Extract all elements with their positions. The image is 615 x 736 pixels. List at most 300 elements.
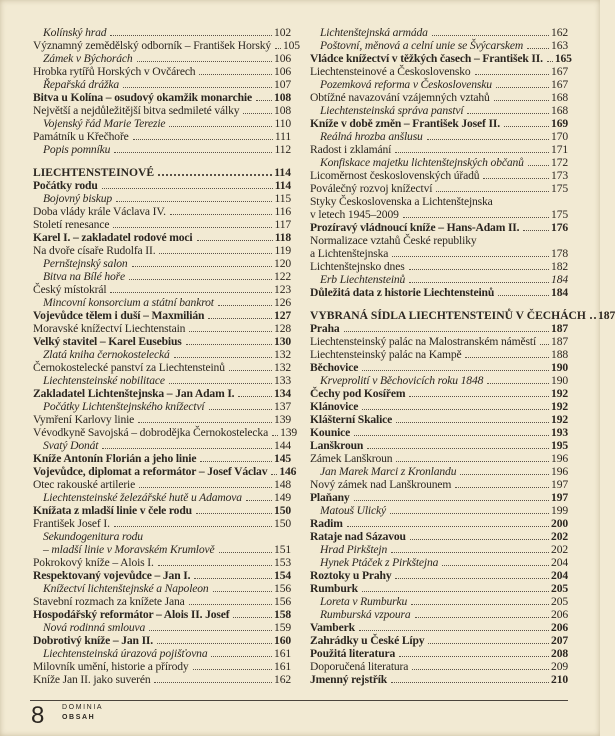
toc-entry bbox=[310, 439, 568, 452]
dot-leader bbox=[208, 318, 272, 319]
toc-entry-title: Zámek Lanškroun bbox=[310, 452, 393, 465]
toc-entry bbox=[33, 504, 291, 517]
toc-entry-page: 126 bbox=[274, 296, 291, 309]
dot-leader bbox=[354, 500, 550, 501]
toc-entry bbox=[310, 335, 568, 348]
toc-entry-page: 149 bbox=[274, 491, 291, 504]
dot-leader bbox=[455, 487, 549, 488]
toc-entry bbox=[33, 283, 291, 296]
toc-entry-title: Pozemková reforma v Československu bbox=[320, 78, 492, 91]
toc-entry-page: 193 bbox=[551, 426, 568, 439]
toc-entry-page: 133 bbox=[274, 374, 291, 387]
toc-entry-page: 153 bbox=[274, 556, 291, 569]
toc-entry-page: 150 bbox=[274, 517, 291, 530]
toc-entry-page: 139 bbox=[280, 426, 298, 439]
dot-leader bbox=[218, 305, 272, 306]
toc-entry-title: Loreta v Rumburku bbox=[320, 595, 408, 608]
toc-entry-title: Vamberk bbox=[310, 621, 355, 634]
toc-entry-page: 196 bbox=[551, 465, 568, 478]
dot-leader bbox=[442, 565, 549, 566]
footer-rule bbox=[30, 700, 568, 701]
toc-entry-page: 161 bbox=[274, 660, 291, 673]
dot-leader bbox=[460, 474, 549, 475]
toc-entry-title: Zakladatel Lichtenštejnska – Jan Adam I. bbox=[33, 387, 235, 400]
toc-entry-title: Kolínský hrad bbox=[43, 26, 107, 39]
dot-leader bbox=[199, 74, 272, 75]
toc-entry-title: Velký stavitel – Karel Eusebius bbox=[33, 335, 182, 348]
toc-entry-page: 192 bbox=[551, 400, 568, 413]
toc-entry-page: 210 bbox=[551, 673, 568, 686]
toc-entry-title: Matouš Ulický bbox=[320, 504, 386, 517]
toc-entry bbox=[33, 543, 291, 556]
dot-leader bbox=[391, 552, 549, 553]
toc-entry bbox=[33, 374, 291, 387]
toc-entry-page: 202 bbox=[551, 530, 568, 543]
dot-leader bbox=[213, 591, 272, 592]
toc-entry bbox=[310, 504, 568, 517]
dot-leader bbox=[399, 656, 549, 657]
toc-entry-title: Styky Československa a Lichtenštejnska bbox=[310, 195, 493, 208]
toc-entry-page: 187 bbox=[551, 322, 568, 335]
toc-entry bbox=[310, 361, 568, 374]
toc-entry-page: 163 bbox=[551, 39, 568, 52]
toc-entry bbox=[33, 179, 291, 192]
dot-leader bbox=[465, 357, 549, 358]
toc-entry bbox=[33, 673, 291, 686]
toc-entry-page: 176 bbox=[551, 221, 568, 234]
toc-entry bbox=[33, 296, 291, 309]
toc-entry bbox=[33, 361, 291, 374]
toc-entry bbox=[310, 78, 568, 91]
toc-entry bbox=[310, 426, 568, 439]
toc-entry-title: Rataje nad Sázavou bbox=[310, 530, 406, 543]
toc-entry-title: Černokostelecké panství za Liechtensteinů bbox=[33, 361, 225, 374]
toc-entry bbox=[33, 569, 291, 582]
toc-entry bbox=[33, 439, 291, 452]
toc-entry-title: Sekundogenitura rodu bbox=[43, 530, 143, 543]
toc-entry bbox=[33, 52, 291, 65]
toc-entry-title: Klášterní Skalice bbox=[310, 413, 393, 426]
toc-entry bbox=[310, 117, 568, 130]
toc-entry-page: 204 bbox=[551, 556, 568, 569]
toc-entry-title: Bitva u Kolína – osudový okamžik monarchie bbox=[33, 91, 252, 104]
toc-entry-page: 128 bbox=[274, 322, 291, 335]
toc-entry bbox=[33, 608, 291, 621]
dot-leader bbox=[243, 113, 272, 114]
toc-entry-page: 137 bbox=[274, 400, 291, 413]
toc-entry-title: Klánovice bbox=[310, 400, 359, 413]
dot-leader bbox=[409, 269, 549, 270]
dot-leader bbox=[409, 282, 549, 283]
toc-entry bbox=[33, 130, 291, 143]
dot-leader bbox=[186, 344, 272, 345]
toc-entry bbox=[310, 400, 568, 413]
dot-leader bbox=[411, 604, 549, 605]
dot-leader bbox=[494, 100, 549, 101]
toc-entry-title: Bojovný biskup bbox=[43, 192, 113, 205]
toc-entry-title: Hynek Ptáček z Pirkštejna bbox=[320, 556, 439, 569]
toc-entry-title: Liechtensteinské železářské hutě u Adamova bbox=[43, 491, 242, 504]
toc-entry-page: 206 bbox=[551, 621, 568, 634]
dot-leader bbox=[158, 565, 272, 566]
dot-leader bbox=[169, 126, 272, 127]
toc-entry bbox=[310, 156, 568, 169]
dot-leader bbox=[496, 87, 549, 88]
toc-entry bbox=[310, 52, 572, 65]
dot-leader bbox=[395, 152, 549, 153]
dot-leader bbox=[114, 152, 272, 153]
toc-entry-page: 178 bbox=[551, 247, 568, 260]
toc-entry bbox=[310, 608, 568, 621]
toc-entry-page: 170 bbox=[551, 130, 568, 143]
toc-entry-page: 120 bbox=[274, 257, 291, 270]
toc-entry bbox=[33, 647, 291, 660]
toc-entry bbox=[310, 413, 568, 426]
toc-entry-page: 168 bbox=[551, 91, 568, 104]
toc-entry-title: Památník u Křečhoře bbox=[33, 130, 129, 143]
toc-entry-title: Bitva na Bílé hoře bbox=[43, 270, 125, 283]
toc-entry bbox=[310, 465, 568, 478]
toc-column-right bbox=[310, 26, 615, 686]
toc-entry bbox=[310, 517, 568, 530]
toc-entry-title: Století renesance bbox=[33, 218, 110, 231]
toc-entry-page: 130 bbox=[274, 335, 291, 348]
toc-entry-page: 134 bbox=[274, 387, 291, 400]
toc-entry-page: 148 bbox=[274, 478, 291, 491]
toc-entry-page: 165 bbox=[554, 52, 572, 65]
toc-entry-page: 169 bbox=[551, 117, 568, 130]
toc-entry-page: 105 bbox=[282, 39, 300, 52]
dot-leader bbox=[415, 617, 550, 618]
toc-entry bbox=[33, 322, 291, 335]
toc-entry-title: Jan Marek Marci z Kronlandu bbox=[320, 465, 457, 478]
toc-entry-title: a Lichtenštejnska bbox=[310, 247, 389, 260]
toc-entry bbox=[310, 543, 568, 556]
toc-entry-title: Nová rodinná smlouva bbox=[43, 621, 146, 634]
toc-section-heading bbox=[33, 166, 291, 179]
section-title: OBSAH bbox=[62, 714, 96, 721]
toc-entry bbox=[33, 491, 291, 504]
toc-entry-title: Erb Liechtensteinů bbox=[320, 273, 406, 286]
dot-leader bbox=[362, 370, 549, 371]
dot-leader bbox=[233, 617, 272, 618]
toc-entry-page: 187 bbox=[551, 335, 568, 348]
dot-leader bbox=[354, 435, 549, 436]
toc-entry-title: Licoměrnost československých úřadů bbox=[310, 169, 480, 182]
dot-leader bbox=[200, 461, 272, 462]
toc-entry bbox=[33, 117, 291, 130]
toc-entry bbox=[310, 595, 568, 608]
dot-leader bbox=[229, 370, 272, 371]
toc-entry-title: Největší a nejdůležitější bitva sedmileté války bbox=[33, 104, 240, 117]
toc-entry-title: Zahrádky u České Lípy bbox=[310, 634, 425, 647]
dot-leader bbox=[590, 317, 596, 319]
toc-entry-title: Počátky Lichtenštejnského knížectví bbox=[43, 400, 205, 413]
toc-entry-page: 127 bbox=[274, 309, 291, 322]
toc-entry bbox=[33, 104, 291, 117]
toc-entry bbox=[310, 530, 568, 543]
toc-entry-title: Lichtenštejnská armáda bbox=[320, 26, 428, 39]
dot-leader bbox=[347, 526, 549, 527]
toc-entry-page: 132 bbox=[274, 348, 291, 361]
toc-entry-page: 106 bbox=[274, 52, 291, 65]
page-number: 8 bbox=[31, 702, 45, 729]
toc-entry-title: Kníže v době změn – František Josef II. bbox=[310, 117, 500, 130]
toc-entry-title: Řepařská drážka bbox=[43, 78, 119, 91]
toc-entry-page: 112 bbox=[274, 143, 291, 156]
toc-entry-title: v letech 1945–2009 bbox=[310, 208, 399, 221]
dot-leader bbox=[157, 643, 272, 644]
toc-entry-page: 146 bbox=[279, 465, 297, 478]
dot-leader bbox=[197, 240, 273, 241]
toc-entry-page: 208 bbox=[551, 647, 568, 660]
toc-entry-page: 202 bbox=[551, 543, 568, 556]
toc-entry-title: Hospodářský reformátor – Alois II. Josef bbox=[33, 608, 230, 621]
toc-entry bbox=[33, 634, 291, 647]
toc-entry-page: 159 bbox=[274, 621, 291, 634]
dot-leader bbox=[154, 682, 272, 683]
toc-entry bbox=[310, 130, 568, 143]
toc-entry-title: Reálná hrozba anšlusu bbox=[320, 130, 423, 143]
toc-entry-page: 162 bbox=[551, 26, 568, 39]
dot-leader bbox=[487, 383, 549, 384]
toc-entry bbox=[33, 517, 291, 530]
toc-entry bbox=[33, 335, 291, 348]
toc-entry bbox=[310, 660, 568, 673]
toc-entry bbox=[33, 143, 291, 156]
dot-leader bbox=[547, 61, 553, 62]
dot-leader bbox=[528, 165, 549, 166]
toc-entry-page: 111 bbox=[274, 130, 291, 143]
toc-entry bbox=[33, 65, 291, 78]
toc-entry bbox=[33, 244, 291, 257]
dot-leader bbox=[129, 279, 272, 280]
toc-entry-page: 167 bbox=[551, 78, 568, 91]
toc-entry-title: Milovník umění, historie a přírody bbox=[33, 660, 189, 673]
toc-entry-title: Svatý Donát bbox=[43, 439, 99, 452]
toc-section-heading bbox=[310, 309, 615, 322]
dot-leader bbox=[362, 591, 549, 592]
toc-entry bbox=[310, 322, 568, 335]
toc-entry-page: 171 bbox=[551, 143, 568, 156]
toc-entry-title: Jmenný rejstřík bbox=[310, 673, 388, 686]
toc-entry bbox=[310, 673, 568, 686]
toc-entry bbox=[33, 270, 291, 283]
toc-entry bbox=[310, 182, 568, 195]
toc-entry-page: 182 bbox=[551, 260, 568, 273]
toc-entry bbox=[33, 257, 291, 270]
toc-entry-title: Kníže Jan II. jako suverén bbox=[33, 673, 151, 686]
toc-entry-page: 209 bbox=[551, 660, 568, 673]
toc-entry bbox=[310, 91, 568, 104]
dot-leader bbox=[272, 435, 278, 436]
toc-entry bbox=[310, 143, 568, 156]
toc-entry-title: Zámek v Býchorách bbox=[43, 52, 133, 65]
toc-entry-page: 162 bbox=[274, 673, 291, 686]
toc-entry-page: 118 bbox=[274, 231, 291, 244]
toc-entry-title: Poválečný rozvoj knížectví bbox=[310, 182, 433, 195]
dot-leader bbox=[211, 656, 272, 657]
toc-entry-title: Vymření Karlovy linie bbox=[33, 413, 135, 426]
toc-entry-title: Nový zámek nad Lanškrounem bbox=[310, 478, 452, 491]
toc-entry bbox=[33, 413, 291, 426]
toc-entry-title: Liechtensteinská úrazová pojišťovna bbox=[43, 647, 208, 660]
toc-entry bbox=[310, 582, 568, 595]
toc-entry bbox=[310, 234, 568, 247]
toc-entry-title: Liechtensteinský palác na Malostranském náměstí bbox=[310, 335, 537, 348]
toc-entry bbox=[310, 195, 568, 208]
toc-entry-page: 200 bbox=[551, 517, 568, 530]
toc-entry bbox=[33, 595, 291, 608]
dot-leader bbox=[392, 256, 549, 257]
toc-entry-title: Český místokrál bbox=[33, 283, 107, 296]
toc-entry-page: 192 bbox=[551, 387, 568, 400]
dot-leader bbox=[271, 474, 277, 475]
toc-entry-title: Otec rakouské artilerie bbox=[33, 478, 136, 491]
toc-entry-title: Obtížné navazování vzájemných vztahů bbox=[310, 91, 490, 104]
toc-entry-page: 175 bbox=[551, 208, 568, 221]
toc-entry-title: Liechtensteinský palác na Kampě bbox=[310, 348, 462, 361]
dot-leader bbox=[238, 396, 272, 397]
toc-entry-title: Liechtensteinské nobilitace bbox=[43, 374, 165, 387]
toc-entry-page: 190 bbox=[551, 374, 568, 387]
toc-entry-page: 139 bbox=[274, 413, 291, 426]
toc-entry-title: – mladší linie v Moravském Krumlově bbox=[43, 543, 215, 556]
dot-leader bbox=[391, 682, 549, 683]
toc-entry bbox=[310, 569, 568, 582]
toc-entry-page: 172 bbox=[551, 156, 568, 169]
toc-entry-title: Stavební rozmach za knížete Jana bbox=[33, 595, 185, 608]
toc-entry-title: Prozíravý vládnoucí kníže – Hans-Adam II. bbox=[310, 221, 520, 234]
toc-entry-title: Poštovní, měnová a celní unie se Švýcarskem bbox=[320, 39, 524, 52]
toc-entry-title: VYBRANÁ SÍDLA LIECHTENSTEINŮ V ČECHÁCH bbox=[310, 309, 586, 322]
toc-entry-title: Vojenský řád Marie Terezie bbox=[43, 117, 166, 130]
dot-leader bbox=[116, 201, 272, 202]
dot-leader bbox=[523, 230, 549, 231]
toc-entry bbox=[33, 192, 291, 205]
toc-entry-title: Doba vlády krále Václava IV. bbox=[33, 205, 166, 218]
dot-leader bbox=[362, 409, 549, 410]
toc-entry-page: 195 bbox=[551, 439, 568, 452]
toc-entry-page: 184 bbox=[551, 286, 568, 299]
dot-leader bbox=[194, 578, 272, 579]
dot-leader bbox=[436, 191, 549, 192]
toc-entry-page: 168 bbox=[551, 104, 568, 117]
toc-entry-title: Radost i zklamání bbox=[310, 143, 392, 156]
toc-entry bbox=[310, 273, 568, 286]
toc-entry-page: 110 bbox=[274, 117, 291, 130]
toc-entry-title: Vojevůdce tělem i duší – Maxmilián bbox=[33, 309, 205, 322]
dot-leader bbox=[390, 513, 549, 514]
dot-leader bbox=[139, 487, 272, 488]
dot-leader bbox=[256, 100, 272, 101]
toc-entry-title: Liechtensteinové a Československo bbox=[310, 65, 471, 78]
toc-entry-title: Rumburk bbox=[310, 582, 358, 595]
toc-entry-title: Čechy pod Kosířem bbox=[310, 387, 406, 400]
dot-leader bbox=[102, 188, 273, 189]
toc-entry-title: František Josef I. bbox=[33, 517, 110, 530]
toc-column-left bbox=[33, 26, 300, 686]
toc-entry-page: 167 bbox=[551, 65, 568, 78]
dot-leader bbox=[403, 217, 549, 218]
toc-entry-page: 190 bbox=[551, 361, 568, 374]
dot-leader bbox=[475, 74, 550, 75]
dot-leader bbox=[110, 292, 272, 293]
toc-entry bbox=[33, 309, 291, 322]
toc-entry-title: Rumburská vzpoura bbox=[320, 608, 411, 621]
toc-entry-page: 107 bbox=[274, 78, 291, 91]
toc-entry-page: 150 bbox=[274, 504, 291, 517]
toc-entry-title: Moravské knížectví Liechtenstain bbox=[33, 322, 186, 335]
toc-entry-page: 207 bbox=[551, 634, 568, 647]
dot-leader bbox=[395, 578, 549, 579]
toc-entry-title: Doporučená literatura bbox=[310, 660, 409, 673]
toc-entry-title: Vojevůdce, diplomat a reformátor – Josef Václav bbox=[33, 465, 268, 478]
toc-entry-page: 173 bbox=[551, 169, 568, 182]
toc-entry-title: Normalizace vztahů České republiky bbox=[310, 234, 477, 247]
toc-entry-title: Důležitá data z historie Liechtensteinů bbox=[310, 286, 495, 299]
toc-entry bbox=[33, 218, 291, 231]
toc-entry bbox=[33, 530, 291, 543]
toc-entry bbox=[310, 65, 568, 78]
toc-entry bbox=[33, 91, 291, 104]
toc-entry-title: Lanškroun bbox=[310, 439, 364, 452]
toc-entry bbox=[33, 660, 291, 673]
dot-leader bbox=[527, 48, 549, 49]
toc-entry-page: 161 bbox=[274, 647, 291, 660]
dot-leader bbox=[409, 396, 549, 397]
toc-entry-page: 205 bbox=[551, 595, 568, 608]
dot-leader bbox=[483, 178, 549, 179]
toc-entry-title: Plaňany bbox=[310, 491, 350, 504]
toc-entry-page: 123 bbox=[274, 283, 291, 296]
toc-entry bbox=[33, 452, 291, 465]
toc-entry-title: Roztoky u Prahy bbox=[310, 569, 392, 582]
dot-leader bbox=[396, 422, 549, 423]
toc-entry bbox=[310, 452, 568, 465]
toc-entry-title: Mincovní konsorcium a státní bankrot bbox=[43, 296, 214, 309]
toc-entry bbox=[33, 387, 291, 400]
dot-leader bbox=[138, 422, 272, 423]
toc-entry-title: Popis pomníku bbox=[43, 143, 111, 156]
toc-entry-page: 197 bbox=[551, 491, 568, 504]
toc-entry-page: 156 bbox=[274, 595, 291, 608]
toc-entry-title: Lichtenštejnsko dnes bbox=[310, 260, 405, 273]
toc-entry-title: Krveprolití v Běchovicích roku 1848 bbox=[320, 374, 484, 387]
toc-entry-title: Pernštejnský salon bbox=[43, 257, 128, 270]
toc-entry-title: Pokrokový kníže – Alois I. bbox=[33, 556, 154, 569]
toc-entry-page: 188 bbox=[551, 348, 568, 361]
dot-leader bbox=[113, 227, 272, 228]
toc-entry-title: Radim bbox=[310, 517, 343, 530]
dot-leader bbox=[102, 448, 272, 449]
dot-leader bbox=[137, 61, 273, 62]
dot-leader bbox=[428, 643, 549, 644]
publication-title: DOMINIA bbox=[62, 704, 104, 711]
toc-entry bbox=[33, 39, 300, 52]
toc-entry-page: 197 bbox=[551, 478, 568, 491]
dot-leader bbox=[189, 604, 272, 605]
toc-entry bbox=[33, 348, 291, 361]
toc-entry-title: Hrad Pirkštejn bbox=[320, 543, 388, 556]
toc-entry-page: 114 bbox=[274, 179, 291, 192]
toc-entry-page: 156 bbox=[274, 582, 291, 595]
toc-entry bbox=[310, 647, 568, 660]
toc-entry bbox=[33, 621, 291, 634]
toc-entry-page: 205 bbox=[551, 582, 568, 595]
toc-entry bbox=[310, 260, 568, 273]
toc-entry-page: 151 bbox=[274, 543, 291, 556]
